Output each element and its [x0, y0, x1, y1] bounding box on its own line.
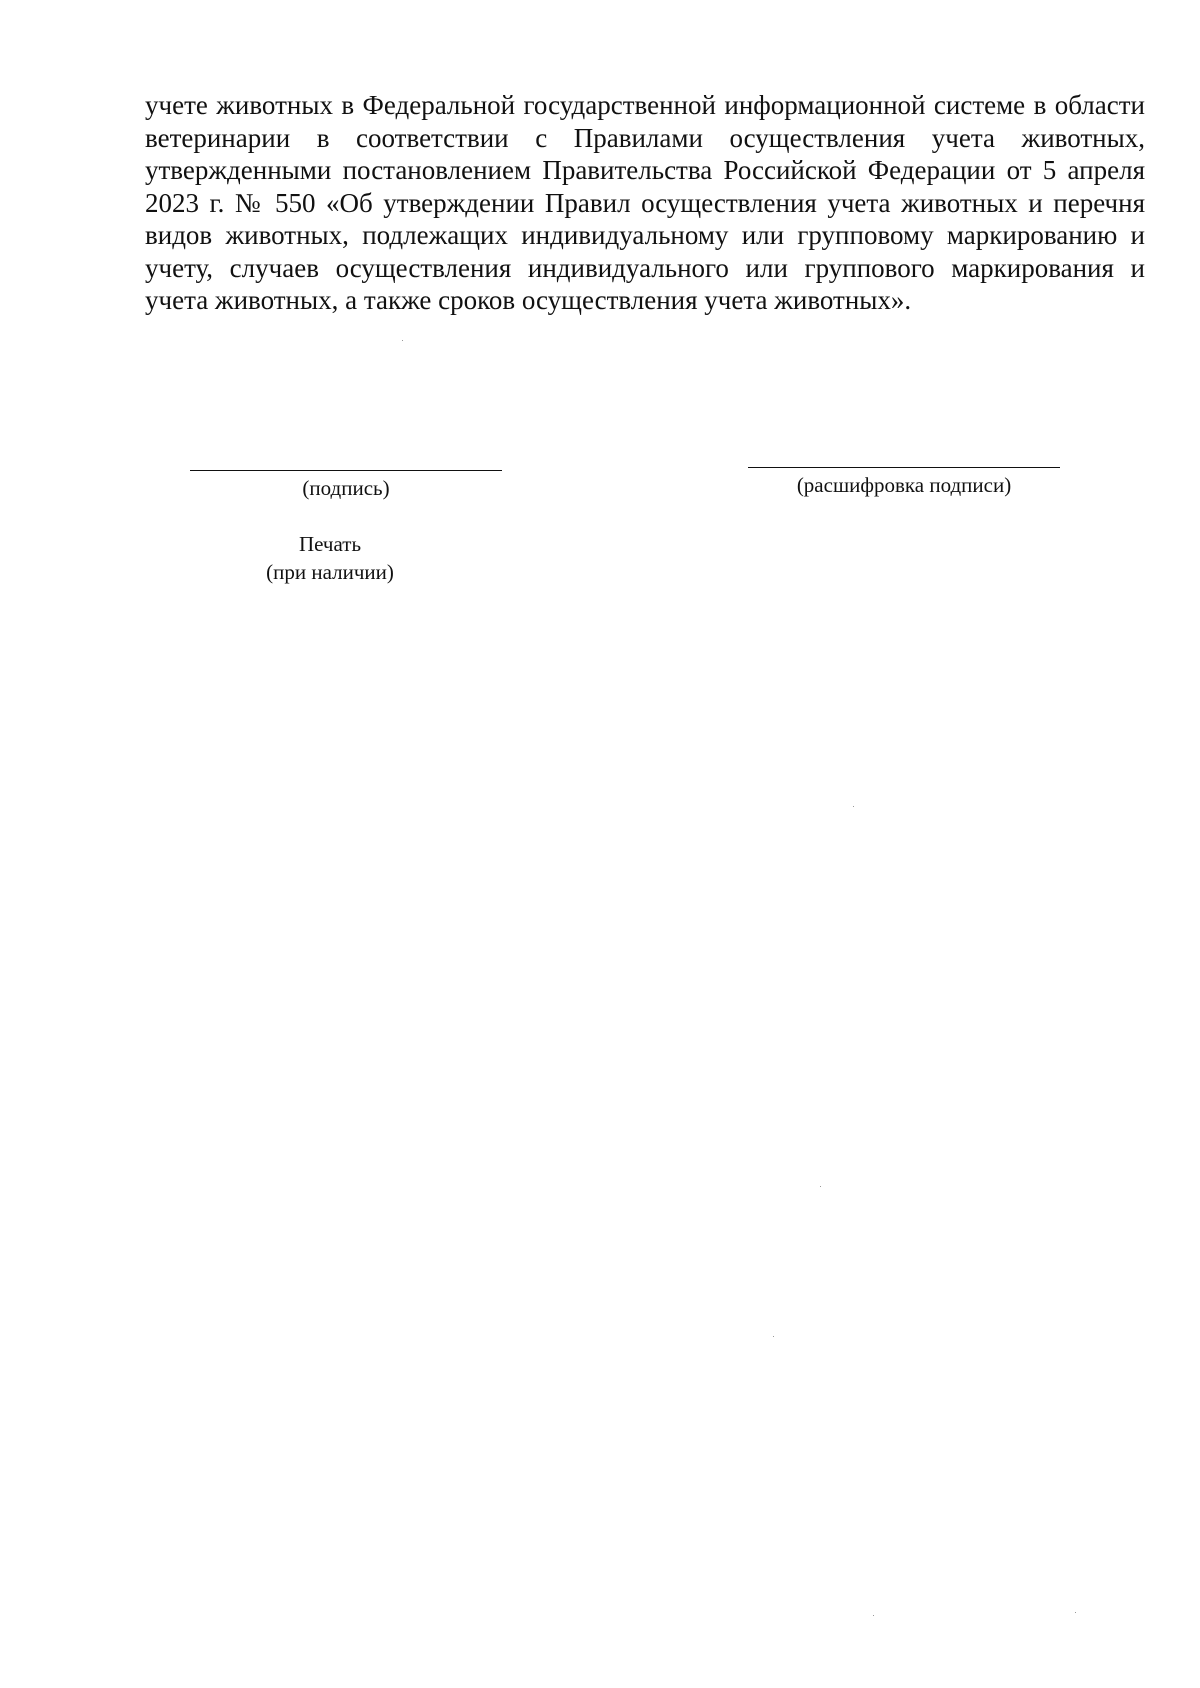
signature-decoding-line [748, 467, 1060, 468]
signature-decoding-field [748, 467, 1060, 497]
signature-line [190, 470, 502, 471]
scan-speck [1075, 1612, 1076, 1613]
scan-speck [853, 806, 854, 807]
scan-speck [773, 1336, 774, 1337]
body-paragraph: учете животных в Федеральной государственной информационной системе в области ветеринарии в соответствии с Правилами осуществления учета животных, утвержденными постановлением Правительства Российской Федерации от 5 апреля 2023 г. № 550 «Об утверждении Правил осуществления учета животных и перечня видов животных, подлежащих индивидуальному или групповому маркированию и учету, случаев осуществления индивидуального или группового маркирования и учета животных, а также сроков осуществления учета животных». [145, 90, 1145, 315]
scan-speck [402, 340, 403, 341]
stamp-note: (при наличии) [266, 560, 394, 584]
signature-field [190, 470, 502, 500]
scan-speck [820, 1186, 821, 1187]
stamp-label: Печать [298, 532, 362, 556]
signature-decoding-caption: (расшифровка подписи) [796, 473, 1012, 497]
stamp-placeholder [230, 530, 430, 586]
signature-caption: (подпись) [302, 476, 390, 500]
scan-speck [873, 1615, 874, 1616]
